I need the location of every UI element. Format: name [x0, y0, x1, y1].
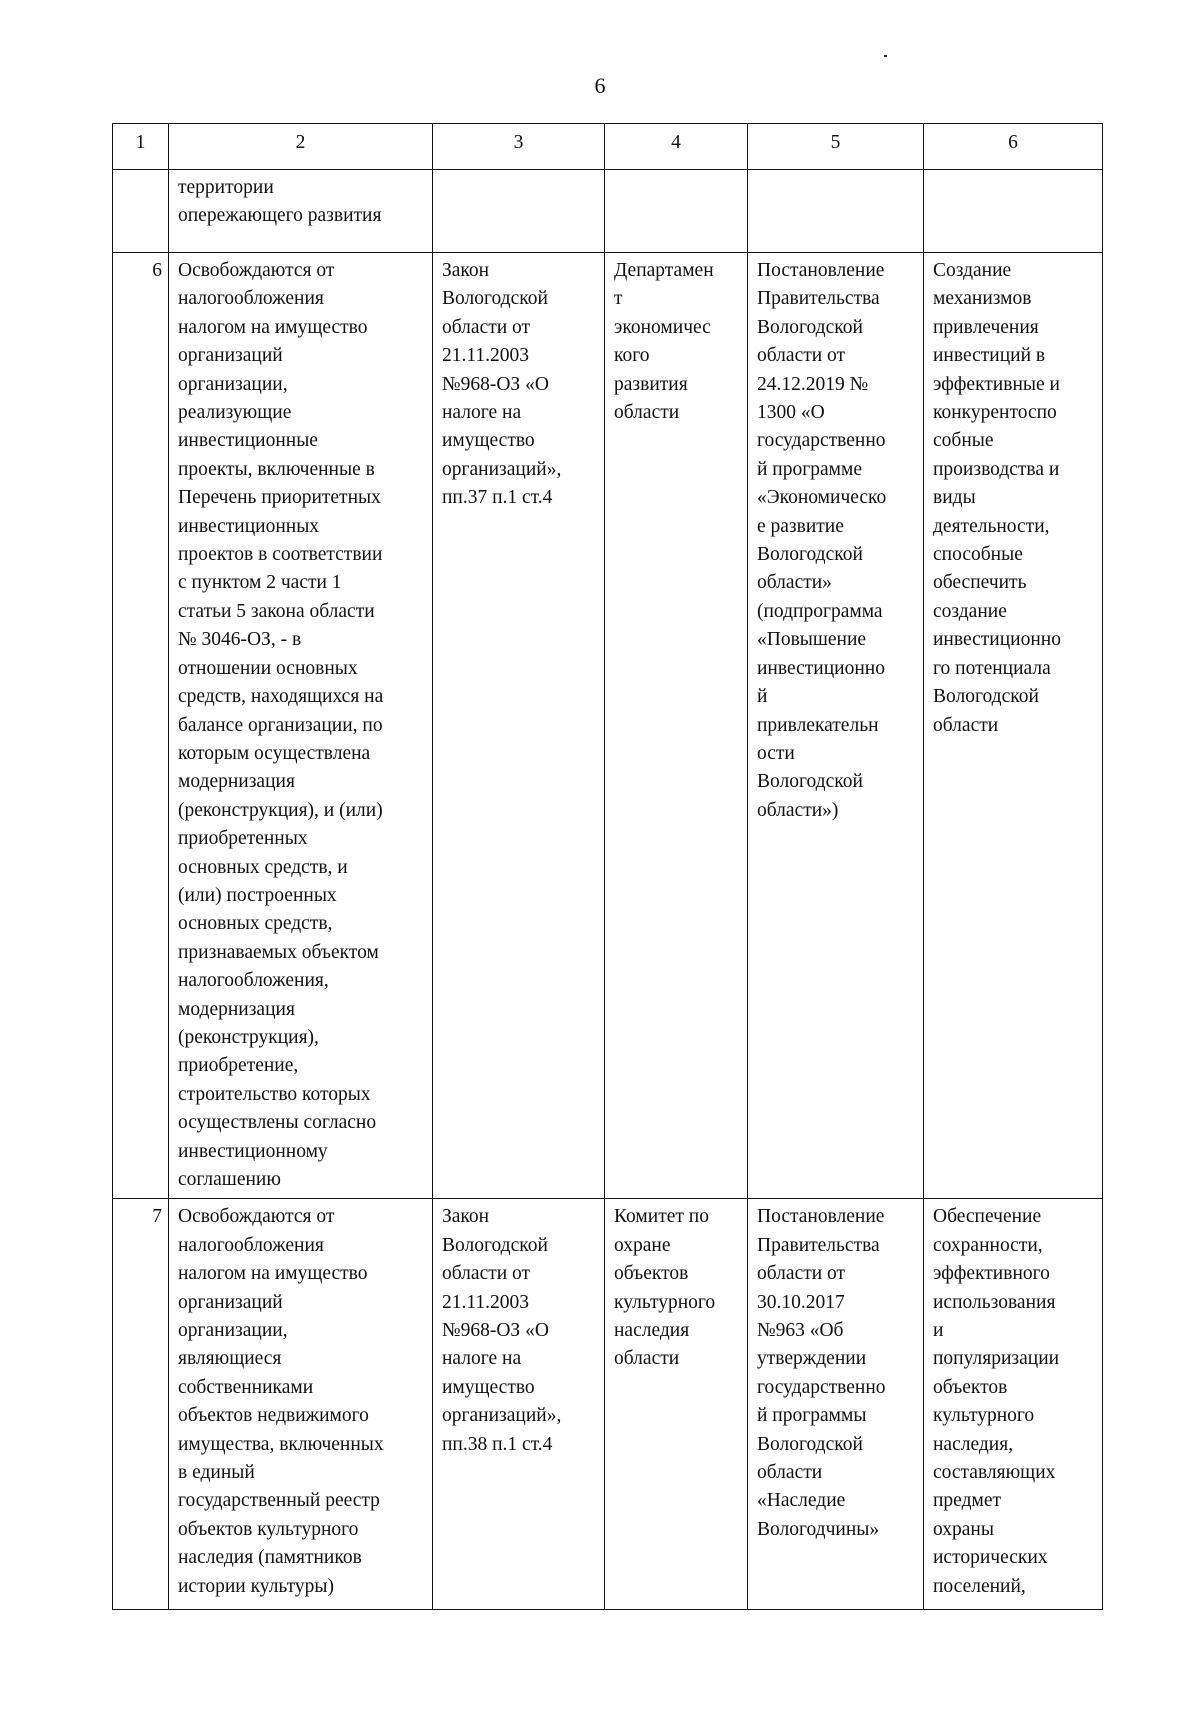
- cell-text-line: области от: [757, 1263, 846, 1285]
- cell-text-line: Правительства: [757, 288, 880, 310]
- cell-text-line: экономичес: [614, 316, 711, 338]
- cell-text-line: виды: [933, 487, 976, 509]
- cell-text-line: поселений,: [933, 1575, 1026, 1597]
- cell-text-line: основных средств, и: [178, 856, 348, 878]
- cell-text-line: (подпрограмма: [757, 600, 883, 622]
- cell-text-line: й программе: [757, 458, 862, 480]
- cell-text-line: Вологодской: [442, 288, 548, 310]
- cell-text-line: в единый: [178, 1462, 255, 1484]
- goal-cell: [924, 253, 1103, 1199]
- cell-text-line: е развитие: [757, 515, 844, 537]
- cell-text-line: № 3046-ОЗ, - в: [178, 629, 302, 651]
- cell-text-line: охране: [614, 1234, 671, 1256]
- cell-text-line: популяризации: [933, 1348, 1060, 1370]
- cell-text-line: т: [614, 288, 623, 310]
- cell-text-line: проекты, включенные в: [178, 458, 375, 480]
- cell-text-line: обеспечить: [933, 572, 1027, 594]
- cell-text-line: Комитет по: [614, 1206, 709, 1228]
- cell-text-line: механизмов: [933, 288, 1032, 310]
- cell-text-line: охраны: [933, 1518, 994, 1540]
- cell-text-line: объектов недвижимого: [178, 1405, 369, 1427]
- table-row: [113, 170, 1103, 253]
- cell-text-line: организаций»,: [442, 1405, 562, 1427]
- cell-text-line: предмет: [933, 1490, 1002, 1512]
- cell-text-line: Перечень приоритетных: [178, 487, 381, 509]
- cell-text-line: налогообложения: [178, 1234, 324, 1256]
- header-col-1: 1: [113, 124, 169, 170]
- cell-text-line: государственно: [757, 1376, 886, 1398]
- cell-text-line: инвестиций в: [933, 345, 1046, 367]
- cell-text-line: инвестиционному: [178, 1140, 328, 1162]
- cell-text-line: Закон: [442, 260, 490, 281]
- header-col-4: 4: [605, 124, 748, 170]
- cell-text-line: (реконструкция), и (или): [178, 799, 383, 821]
- cell-text-line: области от: [757, 345, 846, 367]
- cell-text-line: 24.12.2019 №: [757, 373, 869, 395]
- cell-text-line: области: [614, 402, 680, 424]
- cell-text-line: Вологодской: [442, 1234, 548, 1256]
- cell-text-line: кого: [614, 345, 650, 367]
- cell-text-line: собные: [933, 430, 994, 452]
- program-cell: [748, 170, 924, 253]
- cell-text-line: объектов культурного: [178, 1518, 359, 1540]
- cell-text-line: создание: [933, 600, 1007, 622]
- cell-text-line: организаций: [178, 1291, 283, 1313]
- cell-text-line: налоге на: [442, 402, 522, 424]
- cell-text-line: конкурентоспо: [933, 402, 1057, 424]
- scan-speck: [884, 55, 887, 57]
- cell-text-line: налогообложения: [178, 288, 324, 310]
- goal-cell: [924, 170, 1103, 253]
- cell-text-line: имущество: [442, 1376, 535, 1398]
- curator-cell: [605, 1199, 748, 1610]
- cell-text-line: №968-ОЗ «О: [442, 373, 549, 395]
- cell-text-line: №968-ОЗ «О: [442, 1320, 549, 1342]
- cell-text-line: наследия,: [933, 1433, 1014, 1455]
- cell-text-line: инвестиционные: [178, 430, 318, 452]
- legal-basis-cell: [433, 253, 605, 1199]
- cell-text-line: налогом на имущество: [178, 1263, 368, 1285]
- cell-text-line: налогом на имущество: [178, 316, 368, 338]
- cell-text-line: эффективные и: [933, 373, 1060, 395]
- cell-text-line: области: [614, 1348, 680, 1370]
- cell-text-line: Постановление: [757, 1206, 885, 1228]
- benefit-description-cell: [169, 170, 433, 253]
- cell-text-line: 21.11.2003: [442, 1291, 530, 1313]
- cell-text-line: балансе организации, по: [178, 714, 383, 736]
- goal-cell: [924, 1199, 1103, 1610]
- cell-text-line: объектов: [614, 1263, 689, 1285]
- cell-text-line: приобретение,: [178, 1055, 299, 1077]
- cell-text-line: средств, находящихся на: [178, 686, 384, 708]
- cell-text-line: организации,: [178, 1320, 288, 1342]
- cell-text-line: приобретенных: [178, 828, 308, 850]
- cell-text-line: пп.38 п.1 ст.4: [442, 1433, 553, 1455]
- cell-text-line: го потенциала: [933, 657, 1051, 679]
- cell-text-line: области»: [757, 572, 832, 594]
- cell-text-line: Вологодской: [757, 1433, 863, 1455]
- tax-benefits-table: [112, 123, 1103, 1610]
- header-col-2: 2: [169, 124, 433, 170]
- cell-text-line: Вологодской: [757, 771, 863, 793]
- cell-text-line: проектов в соответствии: [178, 544, 383, 566]
- cell-text-line: с пунктом 2 части 1: [178, 572, 342, 594]
- cell-text-line: организаций: [178, 345, 283, 367]
- cell-text-line: культурного: [614, 1291, 716, 1313]
- cell-text-line: соглашению: [178, 1169, 281, 1190]
- cell-text-line: 1300 «О: [757, 402, 825, 424]
- cell-text-line: й программы: [757, 1405, 867, 1427]
- cell-text-line: признаваемых объектом: [178, 941, 379, 963]
- cell-text-line: №963 «Об: [757, 1320, 844, 1342]
- cell-text-line: которым осуществлена: [178, 742, 371, 764]
- cell-text-line: статьи 5 закона области: [178, 600, 375, 622]
- page-number: 6: [594, 73, 606, 98]
- cell-text-line: составляющих: [933, 1462, 1056, 1484]
- cell-text-line: инвестиционно: [933, 629, 1061, 651]
- cell-text-line: сохранности,: [933, 1234, 1043, 1256]
- cell-text-line: осуществлены согласно: [178, 1112, 377, 1134]
- cell-text-line: ости: [757, 742, 795, 764]
- cell-text-line: инвестиционно: [757, 657, 885, 679]
- header-col-6: 6: [924, 124, 1103, 170]
- cell-text-line: организации,: [178, 373, 288, 395]
- table-header-row: [113, 124, 1103, 170]
- header-col-3: 3: [433, 124, 605, 170]
- cell-text-line: «Повышение: [757, 629, 867, 651]
- cell-text-line: области: [933, 714, 999, 736]
- cell-text-line: области от: [442, 1263, 531, 1285]
- table-row: [113, 1199, 1103, 1610]
- cell-text-line: являющиеся: [178, 1348, 282, 1370]
- cell-text-line: Постановление: [757, 260, 885, 281]
- cell-text-line: государственно: [757, 430, 886, 452]
- cell-text-line: использования: [933, 1291, 1056, 1313]
- cell-text-line: налогообложения,: [178, 970, 329, 992]
- cell-text-line: Создание: [933, 260, 1012, 281]
- cell-text-line: привлекательн: [757, 714, 879, 736]
- cell-text-line: (или) построенных: [178, 884, 337, 906]
- cell-text-line: наследия: [614, 1320, 690, 1342]
- cell-text-line: области»): [757, 799, 839, 821]
- cell-text-line: модернизация: [178, 998, 295, 1020]
- cell-text-line: территории: [178, 177, 274, 198]
- cell-text-line: реализующие: [178, 402, 292, 424]
- cell-text-line: имущество: [442, 430, 535, 452]
- cell-text-line: Департамен: [614, 260, 714, 281]
- cell-text-line: утверждении: [757, 1348, 867, 1370]
- cell-text-line: модернизация: [178, 771, 295, 793]
- cell-text-line: опережающего развития: [178, 205, 382, 227]
- cell-text-line: отношении основных: [178, 657, 358, 679]
- header-col-5: 5: [748, 124, 924, 170]
- cell-text-line: й: [757, 686, 768, 708]
- row-number: [113, 170, 169, 253]
- row-number: 7: [113, 1199, 169, 1610]
- cell-text-line: имущества, включенных: [178, 1433, 384, 1455]
- cell-text-line: Вологодчины»: [757, 1518, 880, 1540]
- cell-text-line: исторических: [933, 1547, 1048, 1569]
- cell-text-line: деятельности,: [933, 515, 1050, 537]
- benefit-description-cell: [169, 1199, 433, 1610]
- cell-text-line: области от: [442, 316, 531, 338]
- cell-text-line: Вологодской: [757, 316, 863, 338]
- cell-text-line: развития: [614, 373, 688, 395]
- cell-text-line: собственниками: [178, 1376, 314, 1398]
- curator-cell: [605, 170, 748, 253]
- cell-text-line: Закон: [442, 1206, 490, 1228]
- program-cell: [748, 1199, 924, 1610]
- cell-text-line: Правительства: [757, 1234, 880, 1256]
- cell-text-line: (реконструкция),: [178, 1026, 319, 1048]
- cell-text-line: 30.10.2017: [757, 1291, 845, 1313]
- cell-text-line: и: [933, 1320, 944, 1342]
- curator-cell: [605, 253, 748, 1199]
- cell-text-line: организаций»,: [442, 458, 562, 480]
- cell-text-line: области: [757, 1462, 823, 1484]
- cell-text-line: основных средств,: [178, 913, 333, 935]
- cell-text-line: инвестиционных: [178, 515, 320, 537]
- row-number: 6: [113, 253, 169, 1199]
- cell-text-line: объектов: [933, 1376, 1008, 1398]
- table-row: [113, 253, 1103, 1199]
- cell-text-line: «Экономическо: [757, 487, 887, 509]
- cell-text-line: наследия (памятников: [178, 1547, 362, 1569]
- cell-text-line: истории культуры): [178, 1575, 334, 1597]
- cell-text-line: налоге на: [442, 1348, 522, 1370]
- cell-text-line: пп.37 п.1 ст.4: [442, 487, 553, 509]
- cell-text-line: Обеспечение: [933, 1206, 1042, 1228]
- cell-text-line: производства и: [933, 458, 1060, 480]
- benefit-description-cell: [169, 253, 433, 1199]
- cell-text-line: строительство которых: [178, 1083, 371, 1105]
- cell-text-line: привлечения: [933, 316, 1039, 338]
- cell-text-line: Освобождаются от: [178, 1206, 335, 1228]
- legal-basis-cell: [433, 1199, 605, 1610]
- cell-text-line: «Наследие: [757, 1490, 846, 1512]
- cell-text-line: эффективного: [933, 1263, 1050, 1285]
- cell-text-line: государственный реестр: [178, 1490, 380, 1512]
- legal-basis-cell: [433, 170, 605, 253]
- cell-text-line: способные: [933, 544, 1023, 566]
- cell-text-line: 21.11.2003: [442, 345, 530, 367]
- cell-text-line: Освобождаются от: [178, 260, 335, 281]
- cell-text-line: Вологодской: [757, 544, 863, 566]
- cell-text-line: Вологодской: [933, 686, 1039, 708]
- cell-text-line: культурного: [933, 1405, 1035, 1427]
- program-cell: [748, 253, 924, 1199]
